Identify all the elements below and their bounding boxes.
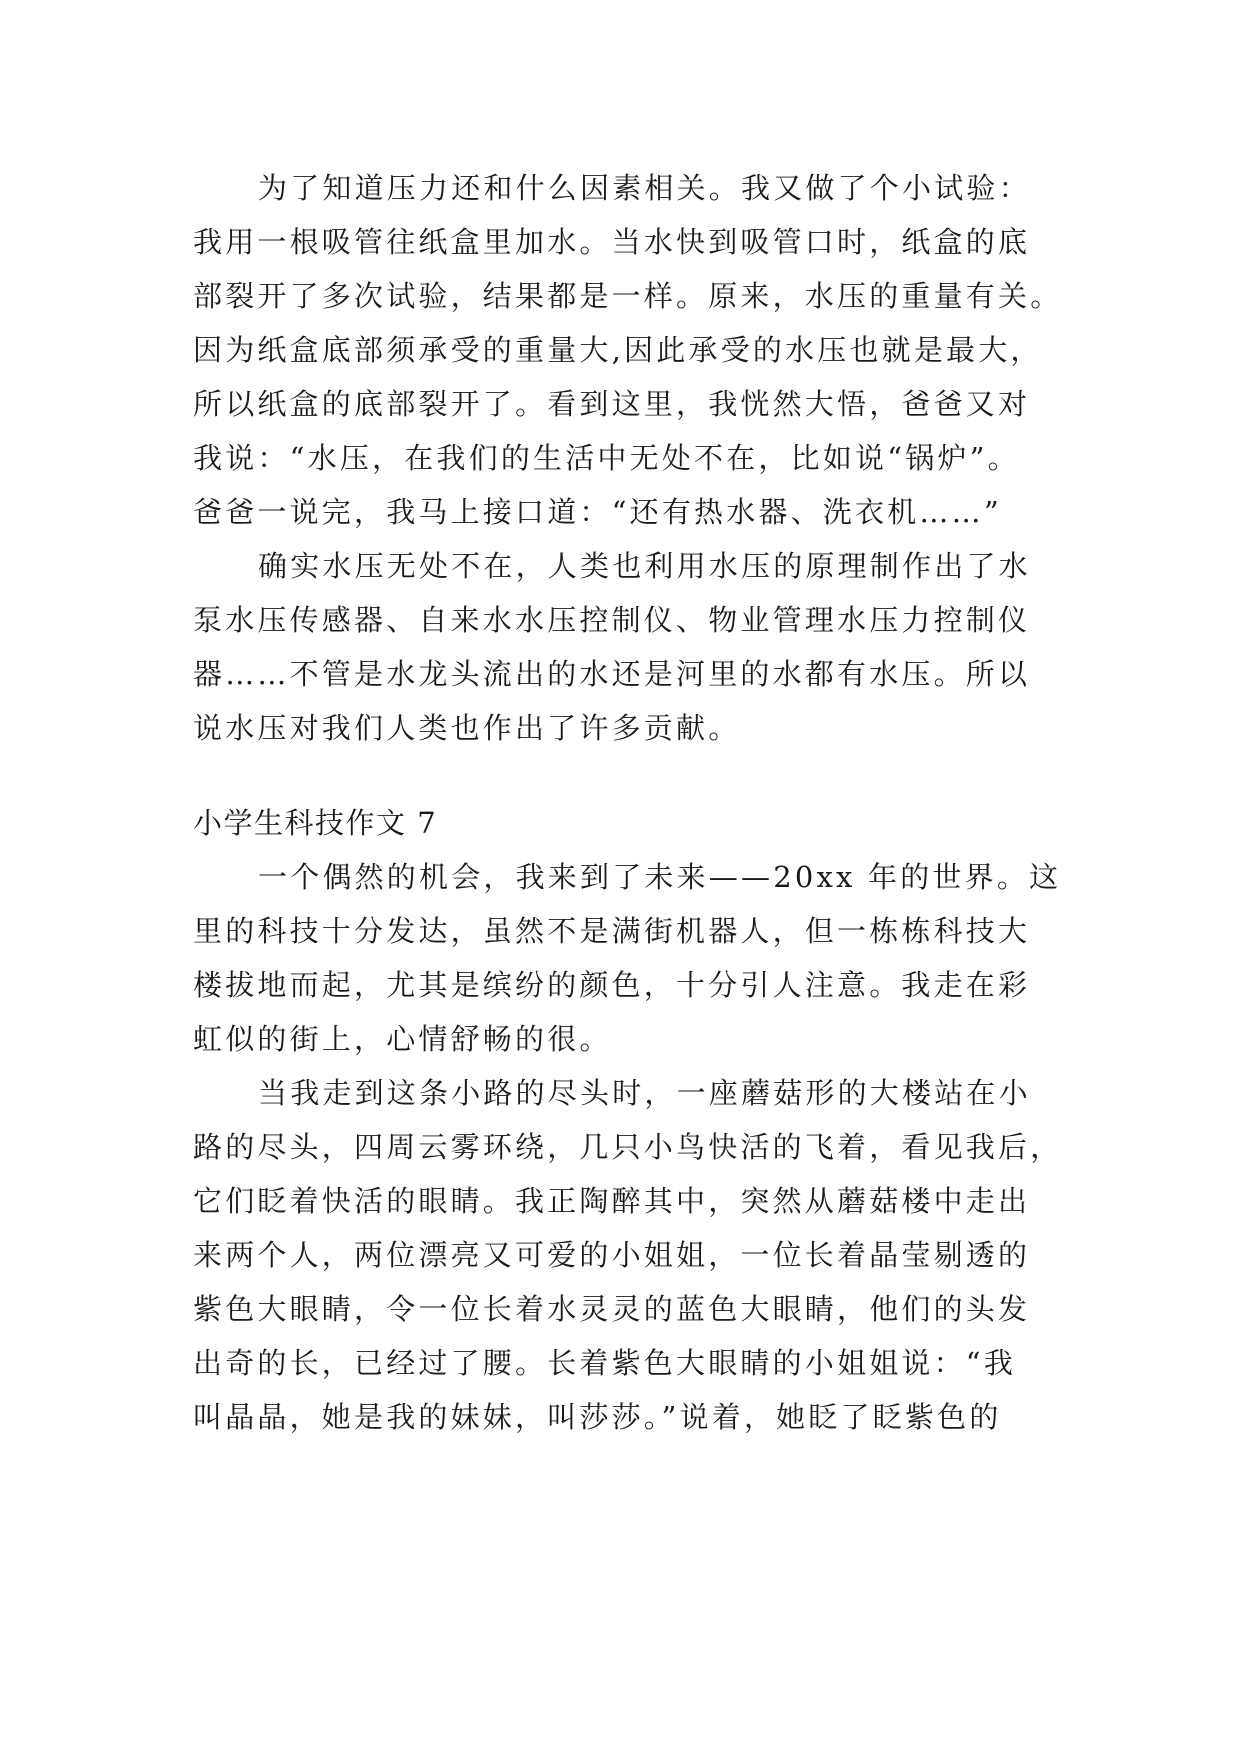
paragraph-line: 爸爸一说完，我马上接口道：“还有热水器、洗衣机……” [193,495,1002,529]
section-heading: 小学生科技作文 7 [193,806,438,840]
paragraph-line: 当我走到这条小路的尽头时，一座蘑菇形的大楼站在小 [258,1076,1031,1110]
paragraph-line: 它们眨着快活的眼睛。我正陶醉其中，突然从蘑菇楼中走出 [193,1184,1031,1218]
paragraph-line: 虹似的街上，心情舒畅的很。 [193,1022,612,1056]
paragraph-line: 里的科技十分发达，虽然不是满街机器人，但一栋栋科技大 [193,914,1031,948]
paragraph-line: 叫晶晶，她是我的妹妹，叫莎莎。”说着，她眨了眨紫色的 [193,1400,1002,1434]
paragraph-line: 器……不管是水龙头流出的水还是河里的水都有水压。所以 [193,657,1031,691]
paragraph-line: 路的尽头，四周云雾环绕，几只小鸟快活的飞着，看见我后， [193,1130,1063,1164]
paragraph-line: 我说：“水压，在我们的生活中无处不在，比如说“锅炉”。 [193,441,1020,475]
paragraph-line: 紫色大眼睛，令一位长着水灵灵的蓝色大眼睛，他们的头发 [193,1292,1031,1326]
paragraph-line: 泵水压传感器、自来水水压控制仪、物业管理水压力控制仪 [193,603,1031,637]
paragraph-line: 我用一根吸管往纸盒里加水。当水快到吸管口时，纸盒的底 [193,225,1031,259]
paragraph-line: 出奇的长，已经过了腰。长着紫色大眼睛的小姐姐说：“我 [193,1346,1017,1380]
paragraph-line: 楼拔地而起，尤其是缤纷的颜色，十分引人注意。我走在彩 [193,968,1031,1002]
paragraph-line: 为了知道压力还和什么因素相关。我又做了个小试验： [258,171,1031,205]
paragraph-line: 所以纸盒的底部裂开了。看到这里，我恍然大悟，爸爸又对 [193,387,1031,421]
paragraph-line: 确实水压无处不在，人类也利用水压的原理制作出了水 [258,549,1031,583]
paragraph-line: 因为纸盒底部须承受的重量大,因此承受的水压也就是最大， [193,333,1043,367]
paragraph-line: 说水压对我们人类也作出了许多贡献。 [193,711,741,745]
paragraph-line: 来两个人，两位漂亮又可爱的小姐姐，一位长着晶莹剔透的 [193,1238,1031,1272]
paragraph-line: 部裂开了多次试验，结果都是一样。原来，水压的重量有关。 [193,279,1063,313]
paragraph-line: 一个偶然的机会，我来到了未来——20xx 年的世界。这 [258,860,1062,894]
